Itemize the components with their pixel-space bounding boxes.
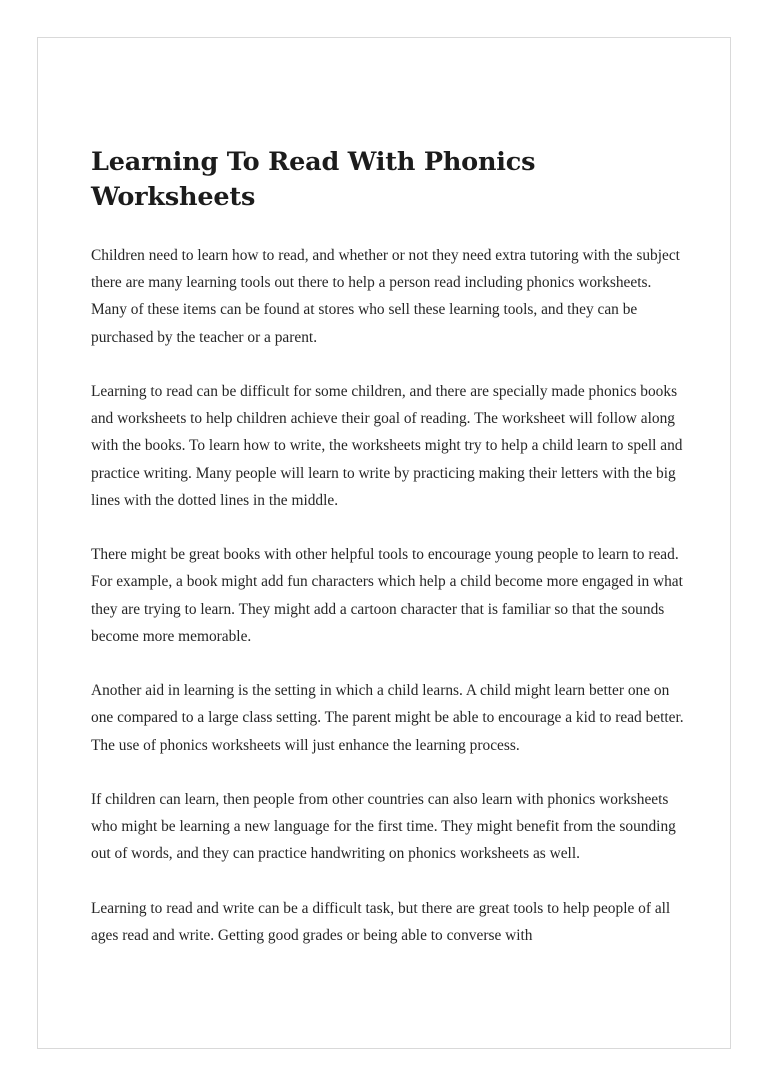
document-content: [91, 145, 691, 949]
document-page: [37, 37, 731, 1049]
document-title: Learning To Read With Phonics Worksheets: [91, 147, 536, 212]
paragraph-4: Another aid in learning is the setting in which a child learns. A child might learn better one on one compared to a large class setting. The parent might be able to encourage a kid to read better. The use of phonics worksheets will just enhance the learning process.: [91, 682, 684, 754]
paragraph-5: If children can learn, then people from other countries can also learn with phonics worksheets who might be learning a new language for the first time. They might benefit from the sounding out of words, and they can practice handwriting on phonics worksheets as well.: [91, 791, 676, 863]
paragraph-6: Learning to read and write can be a difficult task, but there are great tools to help people of all ages read and write. Getting good grades or being able to converse with: [91, 899, 671, 944]
paragraph-2: Learning to read can be difficult for some children, and there are specially made phonics books and worksheets to help children achieve their goal of reading. The worksheet will follow along with the books. To learn how to write, the worksheets might try to help a child learn to spell and practice writing. Many people will learn to write by practicing making their letters with the big lines with the dotted lines in the middle.: [91, 383, 683, 509]
paragraph-3: There might be great books with other helpful tools to encourage young people to learn to read. For example, a book might add fun characters which help a child become more engaged in what they are trying to learn. They might add a cartoon character that is familiar so that the sounds become more memorable.: [91, 546, 683, 645]
paragraph-1: Children need to learn how to read, and whether or not they need extra tutoring with the subject there are many learning tools out there to help a person read including phonics worksheets. Many of these items can be found at stores who sell these learning tools, and they can be purchased by the teacher or a parent.: [91, 247, 680, 346]
